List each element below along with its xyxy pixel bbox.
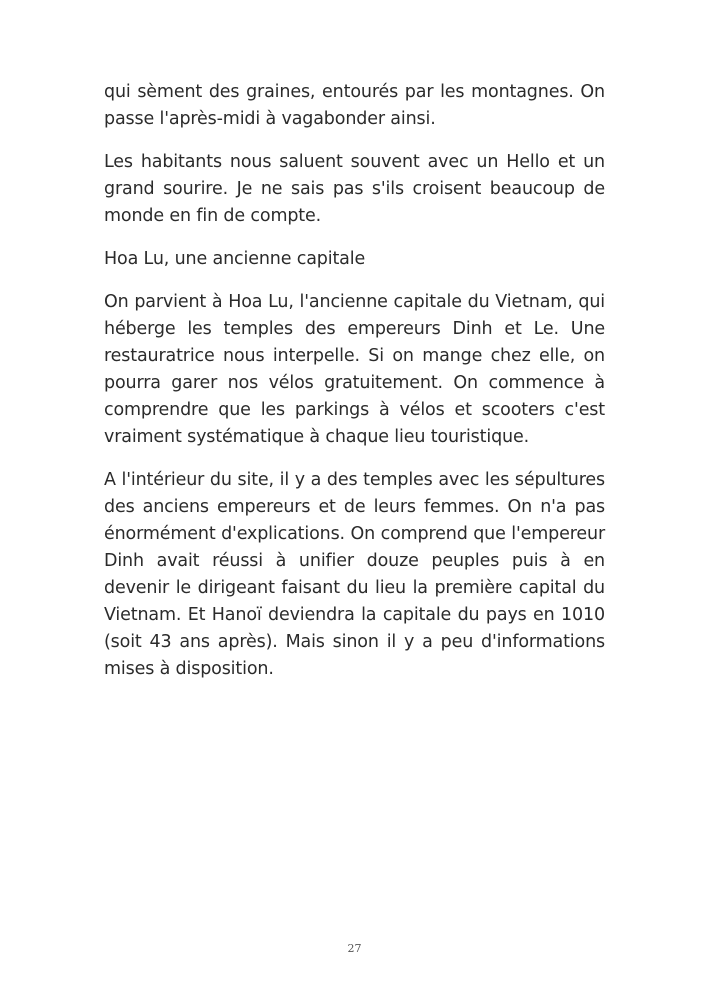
page-number: 27 — [347, 942, 362, 955]
paragraph-4: A l'intérieur du site, il y a des temples avec les sépultures des anciens empereurs et de leurs femmes. On n'a pas énormément d'explications. On comprend que l'empereur Dinh avait réussi à unifier douze peuples puis à en devenir le dirigeant faisant du lieu la première capital du Vietnam. Et Hanoï deviendra la capitale du pays en 1010 (soit 43 ans après). Mais sinon il y a peu d'informations mises à disposition. — [104, 470, 605, 679]
paragraph-1: qui sèment des graines, entourés par les montagnes. On passe l'après-midi à vagabonder ainsi. — [104, 82, 605, 129]
section-heading: Hoa Lu, une ancienne capitale — [104, 249, 366, 269]
body-text — [104, 79, 605, 699]
paragraph-3: On parvient à Hoa Lu, l'ancienne capitale du Vietnam, qui héberge les temples des empereurs Dinh et Le. Une restauratrice nous interpelle. Si on mange chez elle, on pourra garer nos vélos gratuitement. On commence à comprendre que les parkings à vélos et scooters c'est vraiment systématique à chaque lieu touristique. — [104, 292, 605, 447]
paragraph-2: Les habitants nous saluent souvent avec un Hello et un grand sourire. Je ne sais pas s'ils croisent beaucoup de monde en fin de compte. — [104, 152, 605, 226]
